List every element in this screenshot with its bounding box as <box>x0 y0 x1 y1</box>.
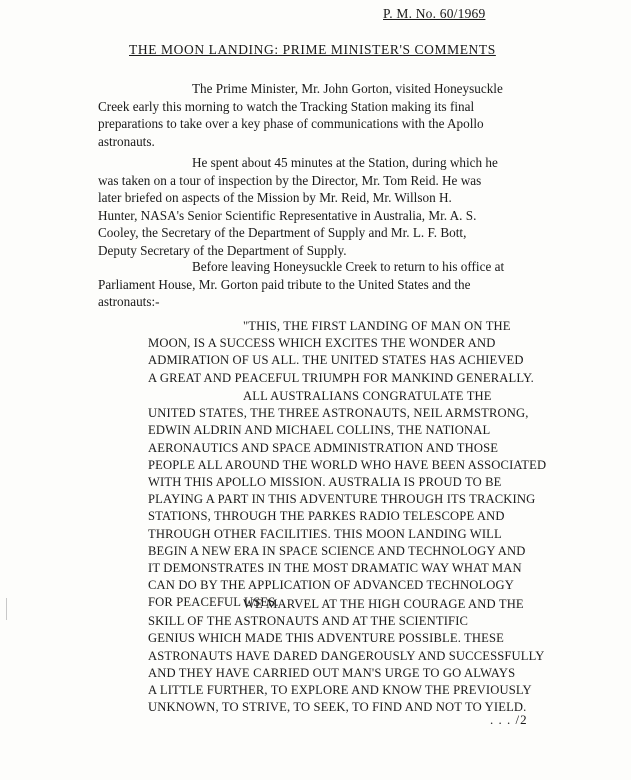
quote-line: ASTRONAUTS HAVE DARED DANGEROUSLY AND SUCCESSFULLY <box>148 648 545 663</box>
text-line: Creek early this morning to watch the Tracking Station making its final <box>98 98 475 114</box>
quote-line: EDWIN ALDRIN AND MICHAEL COLLINS, THE NATIONAL <box>148 423 491 438</box>
quote-line: UNITED STATES, THE THREE ASTRONAUTS, NEIL ARMSTRONG, <box>148 406 529 421</box>
quote-line: CAN DO BY THE APPLICATION OF ADVANCED TECHNOLOGY <box>148 578 515 593</box>
quote-line: BEGIN A NEW ERA IN SPACE SCIENCE AND TECHNOLOGY AND <box>148 543 526 558</box>
press-release-number: P. M. No. 60/1969 <box>383 6 486 21</box>
body-paragraph-1 <box>98 80 590 150</box>
quote-line: THROUGH OTHER FACILITIES. THIS MOON LANDING WILL <box>148 526 502 541</box>
text-line: Deputy Secretary of the Department of Supply. <box>98 242 347 258</box>
quote-line: PEOPLE ALL AROUND THE WORLD WHO HAVE BEEN ASSOCIATED <box>148 457 547 472</box>
quote-line: SKILL OF THE ASTRONAUTS AND AT THE SCIENTIFIC <box>148 614 469 629</box>
quote-line: ALL AUSTRALIANS CONGRATULATE THE <box>243 389 492 403</box>
quote-line: MOON, IS A SUCCESS WHICH EXCITES THE WONDER AND <box>148 336 496 351</box>
quote-line: FOR PEACEFUL USES. <box>148 595 279 610</box>
quote-line: "THIS, THE FIRST LANDING OF MAN ON THE <box>243 319 511 333</box>
text-line: later briefed on aspects of the Mission by Mr. Reid, Mr. Willson H. <box>98 190 452 205</box>
text-line: Cooley, the Secretary of the Department of Supply and Mr. L. F. Bott, <box>98 225 467 240</box>
quote-line: PLAYING A PART IN THIS ADVENTURE THROUGH ITS TRACKING <box>148 492 536 507</box>
quote-paragraph-3 <box>148 596 618 716</box>
continuation-marker: . . . /2 <box>490 712 528 727</box>
text-line: Before leaving Honeysuckle Creek to return to his office at <box>192 259 505 274</box>
body-paragraph-2 <box>98 154 590 259</box>
quote-line: A LITTLE FURTHER, TO EXPLORE AND KNOW THE PREVIOUSLY <box>148 683 532 698</box>
body-paragraph-3 <box>98 258 590 311</box>
document-title: THE MOON LANDING: PRIME MINISTER'S COMMENTS <box>129 42 496 57</box>
quote-paragraph-1 <box>148 318 618 387</box>
text-line: was taken on a tour of inspection by the Director, Mr. Tom Reid. He was <box>98 172 482 188</box>
quote-line: STATIONS, THROUGH THE PARKES RADIO TELESCOPE AND <box>148 509 505 524</box>
text-line: preparations to take over a key phase of communications with the Apollo <box>98 116 484 131</box>
quote-line: ADMIRATION OF US ALL. THE UNITED STATES HAS ACHIEVED <box>148 353 524 368</box>
text-line: The Prime Minister, Mr. John Gorton, visited Honeysuckle <box>192 81 503 96</box>
text-line: Parliament House, Mr. Gorton paid tribute to the United States and the <box>98 276 471 292</box>
text-line: Hunter, NASA's Senior Scientific Representative in Australia, Mr. A. S. <box>98 207 477 223</box>
text-line: He spent about 45 minutes at the Station, during which he <box>192 155 498 170</box>
quote-paragraph-2 <box>148 388 618 612</box>
quote-line: AND THEY HAVE CARRIED OUT MAN'S URGE TO GO ALWAYS <box>148 665 516 680</box>
text-line: astronauts. <box>98 133 155 149</box>
quote-line: GENIUS WHICH MADE THIS ADVENTURE POSSIBLE. THESE <box>148 631 504 646</box>
quote-line: UNKNOWN, TO STRIVE, TO SEEK, TO FIND AND NOT TO YIELD. <box>148 700 527 715</box>
quote-line: IT DEMONSTRATES IN THE MOST DRAMATIC WAY WHAT MAN <box>148 561 522 576</box>
quote-line: AERONAUTICS AND SPACE ADMINISTRATION AND THOSE <box>148 440 499 455</box>
text-line: astronauts:- <box>98 294 160 309</box>
quote-line: A GREAT AND PEACEFUL TRIUMPH FOR MANKIND GENERALLY. <box>148 370 534 385</box>
scan-margin-mark <box>6 598 7 620</box>
quote-line: WITH THIS APOLLO MISSION. AUSTRALIA IS PROUD TO BE <box>148 475 502 490</box>
quote-line: WE MARVEL AT THE HIGH COURAGE AND THE <box>243 597 524 611</box>
